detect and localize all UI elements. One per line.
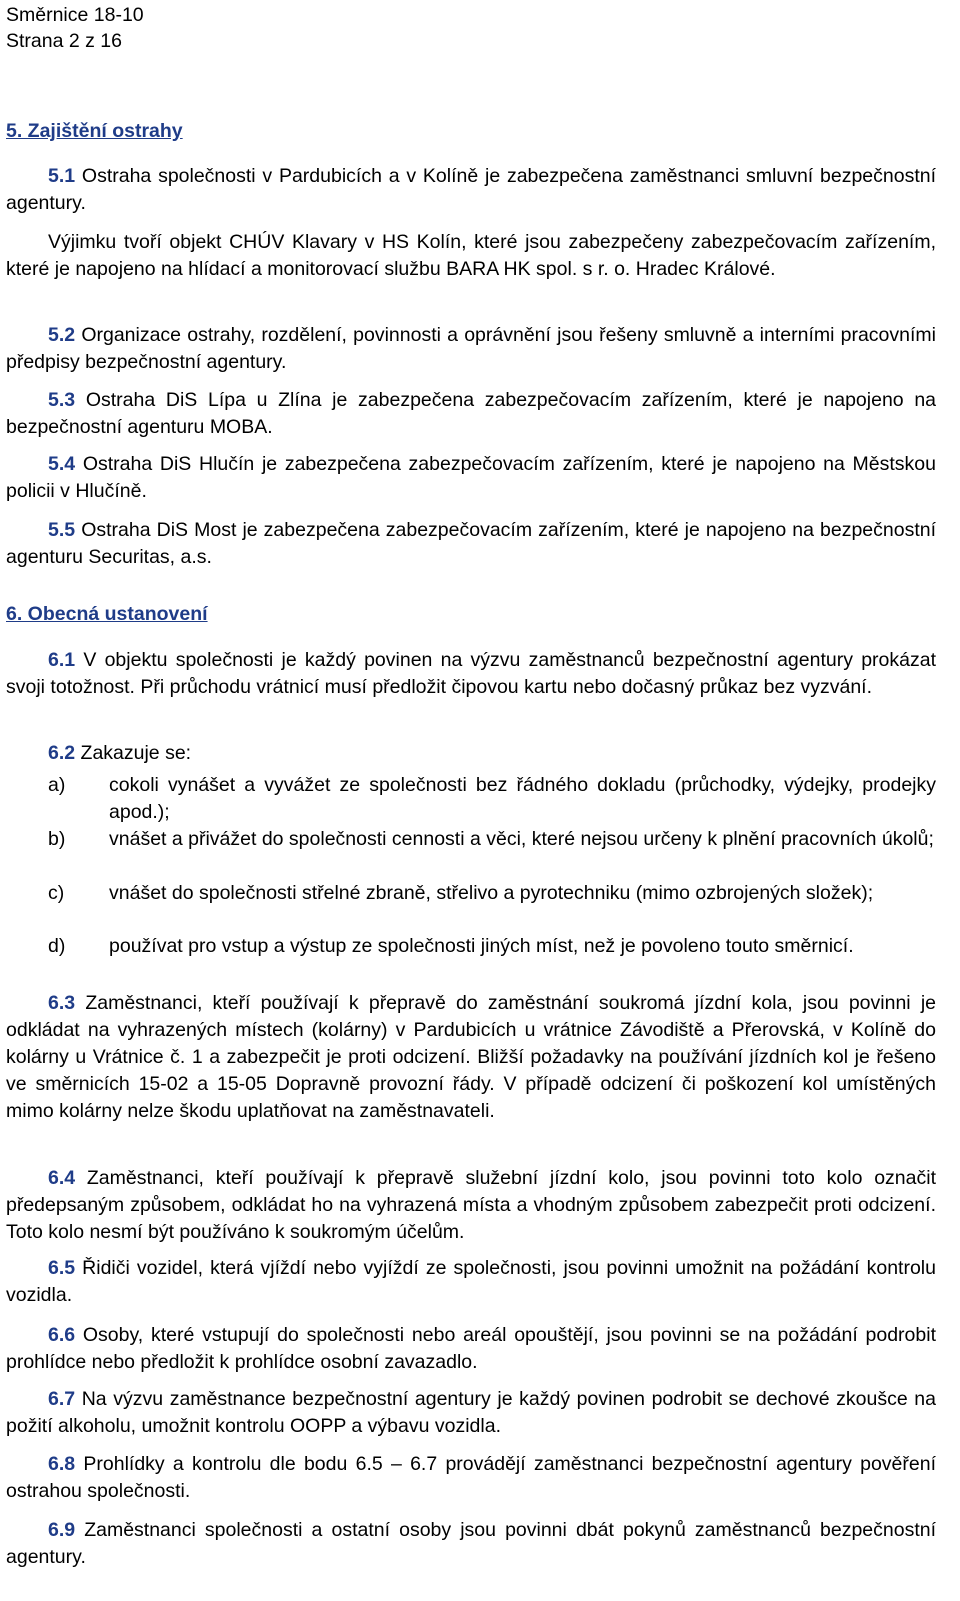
- paragraph-number: 5.4: [48, 453, 76, 475]
- paragraph-6-9: [6, 1517, 936, 1571]
- paragraph-number: 6.2: [48, 742, 76, 764]
- paragraph-5-2: [6, 322, 936, 376]
- paragraph-text: Ostraha společnosti v Pardubicích a v Kolíně je zabezpečena zaměstnanci smluvní bezpečnostní agentury.: [6, 165, 936, 214]
- paragraph-text: V objektu společnosti je každý povinen na výzvu zaměstnanců bezpečnostní agentury prokázat svoji totožnost. Při průchodu vrátnicí musí předložit čipovou kartu nebo dočasný průkaz bez vyzvání.: [6, 649, 936, 698]
- paragraph-text: Zaměstnanci, kteří používají k přepravě služební jízdní kolo, jsou povinni toto kolo označit předepsaným způsobem, odkládat ho na vyhrazená místa a vhodným způsobem zabezpečit proti odcizení. Toto kolo nesmí být používáno k soukromým účelům.: [6, 1167, 936, 1243]
- paragraph-6-8: [6, 1451, 936, 1505]
- list-item: [48, 826, 936, 853]
- paragraph-number: 6.5: [48, 1257, 76, 1279]
- list-item-text: vnášet do společnosti střelné zbraně, střelivo a pyrotechniku (mimo ozbrojených složek);: [109, 882, 874, 904]
- paragraph-number: 5.1: [48, 165, 76, 187]
- paragraph-number: 6.1: [48, 649, 76, 671]
- paragraph-text: Zaměstnanci společnosti a ostatní osoby jsou povinni dbát pokynů zaměstnanců bezpečnostní agentury.: [6, 1519, 936, 1568]
- paragraph-number: 6.7: [48, 1388, 76, 1410]
- paragraph-text: Řidiči vozidel, která vjíždí nebo vyjíždí ze společnosti, jsou povinni umožnit na požádání kontrolu vozidla.: [6, 1257, 936, 1306]
- paragraph-6-5: [6, 1255, 936, 1309]
- list-item-label: a): [48, 774, 66, 796]
- page-number: Strana 2 z 16: [6, 30, 122, 52]
- section-5-heading: 5. Zajištění ostrahy: [6, 120, 183, 142]
- paragraph-number: 5.2: [48, 324, 76, 346]
- list-item-label: b): [48, 828, 66, 850]
- list-item: [48, 933, 936, 960]
- paragraph-text: Ostraha DiS Hlučín je zabezpečena zabezpečovacím zařízením, které je napojeno na Městskou policii v Hlučíně.: [6, 453, 936, 502]
- paragraph-6-7: [6, 1386, 936, 1440]
- paragraph-number: 5.5: [48, 519, 76, 541]
- paragraph-text: Ostraha DiS Most je zabezpečena zabezpečovacím zařízením, které je napojeno na bezpečnostní agenturu Securitas, a.s.: [6, 519, 937, 568]
- paragraph-text: Výjimku tvoří objekt CHÚV Klavary v HS Kolín, které jsou zabezpečeny zabezpečovacím zařízením, které je napojeno na hlídací a monitorovací službu BARA HK spol. s r. o. Hradec Králové.: [6, 231, 936, 280]
- paragraph-6-6: [6, 1322, 936, 1376]
- paragraph-text: Ostraha DiS Lípa u Zlína je zabezpečena zabezpečovacím zařízením, které je napojeno na bezpečnostní agenturu MOBA.: [6, 389, 937, 438]
- list-item: [48, 772, 936, 826]
- list-item: [48, 880, 936, 907]
- paragraph-5-1: [6, 163, 936, 217]
- paragraph-6-1: [6, 647, 936, 701]
- paragraph-number: 6.6: [48, 1324, 76, 1346]
- list-item-text: používat pro vstup a výstup ze společnosti jiných míst, než je povoleno touto směrnicí.: [109, 935, 854, 957]
- paragraph-number: 6.9: [48, 1519, 76, 1541]
- paragraph-5-1-exception: [6, 229, 936, 283]
- list-item-text: vnášet a přivážet do společnosti cennosti a věci, které nejsou určeny k plnění pracovních úkolů;: [109, 828, 934, 850]
- page-header: [6, 2, 144, 54]
- paragraph-text: Zaměstnanci, kteří používají k přepravě do zaměstnání soukromá jízdní kola, jsou povinni je odkládat na vyhrazených místech (kolárny) v Pardubicích u vrátnice Závodiště a Přerovská, v Kolíně do kolárny u Vrátnice č. 1 a zabezpečit je proti odcizení. Bližší požadavky na používání jízdních kol je řešeno ve směrnicích 15-02 a 15-05 Dopravně provozní řády. V případě odcizení či poškození kol umístěných mimo kolárny nelze škodu uplatňovat na zaměstnavateli.: [6, 992, 936, 1122]
- paragraph-number: 6.3: [48, 992, 76, 1014]
- section-6-heading: 6. Obecná ustanovení: [6, 603, 208, 625]
- paragraph-5-5: [6, 517, 936, 571]
- paragraph-text: Zakazuje se:: [80, 742, 192, 764]
- paragraph-6-2: [6, 740, 936, 767]
- paragraph-6-3: [6, 990, 936, 1125]
- paragraph-6-4: [6, 1165, 936, 1246]
- paragraph-number: 5.3: [48, 389, 76, 411]
- paragraph-text: Organizace ostrahy, rozdělení, povinnosti a oprávnění jsou řešeny smluvně a interními pracovními předpisy bezpečnostní agentury.: [6, 324, 936, 373]
- list-item-label: c): [48, 882, 65, 904]
- paragraph-number: 6.4: [48, 1167, 76, 1189]
- list-item-text: cokoli vynášet a vyvážet ze společnosti bez řádného dokladu (průchodky, výdejky, prodejky apod.);: [109, 774, 936, 823]
- paragraph-5-4: [6, 451, 936, 505]
- paragraph-5-3: [6, 387, 936, 441]
- paragraph-text: Osoby, které vstupují do společnosti nebo areál opouštějí, jsou povinni se na požádání podrobit prohlídce nebo předložit k prohlídce osobní zavazadlo.: [6, 1324, 936, 1373]
- paragraph-number: 6.8: [48, 1453, 76, 1475]
- document-id: Směrnice 18-10: [6, 4, 144, 26]
- list-item-label: d): [48, 935, 66, 957]
- paragraph-text: Prohlídky a kontrolu dle bodu 6.5 – 6.7 provádějí zaměstnanci bezpečnostní agentury pověření ostrahou společnosti.: [6, 1453, 936, 1502]
- paragraph-text: Na výzvu zaměstnance bezpečnostní agentury je každý povinen podrobit se dechové zkoušce na požití alkoholu, umožnit kontrolu OOPP a výbavu vozidla.: [6, 1388, 937, 1437]
